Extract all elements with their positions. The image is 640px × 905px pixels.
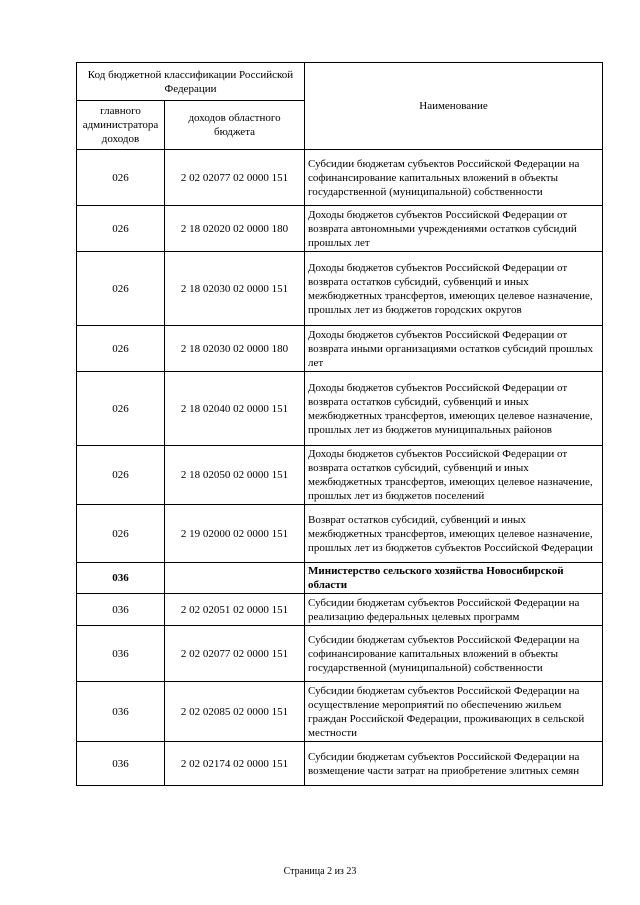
admin-code-cell: 036 [77, 626, 165, 682]
admin-code-cell: 026 [77, 505, 165, 563]
table-row [77, 594, 603, 626]
table-row [77, 626, 603, 682]
income-code-cell: 2 19 02000 02 0000 151 [165, 505, 305, 563]
admin-code-cell: 026 [77, 206, 165, 252]
name-cell: Доходы бюджетов субъектов Российской Федерации от возврата иными организациями остатков субсидий прошлых лет [305, 326, 603, 372]
table-row [77, 372, 603, 446]
table-row [77, 326, 603, 372]
header-name: Наименование [305, 63, 603, 150]
table-row [77, 252, 603, 326]
name-cell: Доходы бюджетов субъектов Российской Федерации от возврата автономными учреждениями остатков субсидий прошлых лет [305, 206, 603, 252]
admin-code-cell: 036 [77, 563, 165, 594]
income-code-cell [165, 563, 305, 594]
name-cell: Субсидии бюджетам субъектов Российской Федерации на реализацию федеральных целевых программ [305, 594, 603, 626]
income-code-cell: 2 18 02020 02 0000 180 [165, 206, 305, 252]
income-code-cell: 2 02 02077 02 0000 151 [165, 150, 305, 206]
name-cell: Доходы бюджетов субъектов Российской Федерации от возврата остатков субсидий, субвенций и иных межбюджетных трансфертов, имеющих целевое назначение, прошлых лет из бюджетов городских округов [305, 252, 603, 326]
income-code-cell: 2 02 02051 02 0000 151 [165, 594, 305, 626]
table-row [77, 206, 603, 252]
admin-code-cell: 036 [77, 594, 165, 626]
admin-code-cell: 026 [77, 372, 165, 446]
income-code-cell: 2 02 02085 02 0000 151 [165, 682, 305, 742]
admin-code-cell: 026 [77, 150, 165, 206]
table-body [77, 150, 603, 786]
admin-code-cell: 026 [77, 326, 165, 372]
header-group-title: Код бюджетной классификации Российской Федерации [77, 63, 305, 101]
admin-code-cell: 026 [77, 446, 165, 505]
income-code-cell: 2 18 02040 02 0000 151 [165, 372, 305, 446]
header-admin: главного администратора доходов [77, 101, 165, 150]
table-row [77, 563, 603, 594]
name-cell: Доходы бюджетов субъектов Российской Федерации от возврата остатков субсидий, субвенций и иных межбюджетных трансфертов, имеющих целевое назначение, прошлых лет из бюджетов поселений [305, 446, 603, 505]
name-cell: Субсидии бюджетам субъектов Российской Федерации на возмещение части затрат на приобретение элитных семян [305, 742, 603, 786]
income-code-cell: 2 18 02030 02 0000 151 [165, 252, 305, 326]
page-number: Страница 2 из 23 [283, 866, 357, 877]
budget-classification-table [76, 62, 603, 786]
table-row [77, 682, 603, 742]
income-code-cell: 2 02 02077 02 0000 151 [165, 626, 305, 682]
admin-code-cell: 026 [77, 252, 165, 326]
name-cell: Субсидии бюджетам субъектов Российской Федерации на софинансирование капитальных вложений в объекты государственной (муниципальной) собственности [305, 626, 603, 682]
table-row [77, 742, 603, 786]
income-code-cell: 2 18 02030 02 0000 180 [165, 326, 305, 372]
table-row [77, 150, 603, 206]
name-cell: Министерство сельского хозяйства Новосибирской области [305, 563, 603, 594]
admin-code-cell: 036 [77, 682, 165, 742]
name-cell: Субсидии бюджетам субъектов Российской Федерации на софинансирование капитальных вложений в объекты государственной (муниципальной) собственности [305, 150, 603, 206]
name-cell: Субсидии бюджетам субъектов Российской Федерации на осуществление мероприятий по обеспечению жильем граждан Российской Федерации, проживающих в сельской местности [305, 682, 603, 742]
table-row [77, 446, 603, 505]
income-code-cell: 2 02 02174 02 0000 151 [165, 742, 305, 786]
name-cell: Доходы бюджетов субъектов Российской Федерации от возврата остатков субсидий, субвенций и иных межбюджетных трансфертов, имеющих целевое назначение, прошлых лет из бюджетов муниципальных районов [305, 372, 603, 446]
name-cell: Возврат остатков субсидий, субвенций и иных межбюджетных трансфертов, имеющих целевое назначение, прошлых лет из бюджетов субъектов Российской Федерации [305, 505, 603, 563]
admin-code-cell: 036 [77, 742, 165, 786]
table-row [77, 505, 603, 563]
header-income: доходов областного бюджета [165, 101, 305, 150]
income-code-cell: 2 18 02050 02 0000 151 [165, 446, 305, 505]
